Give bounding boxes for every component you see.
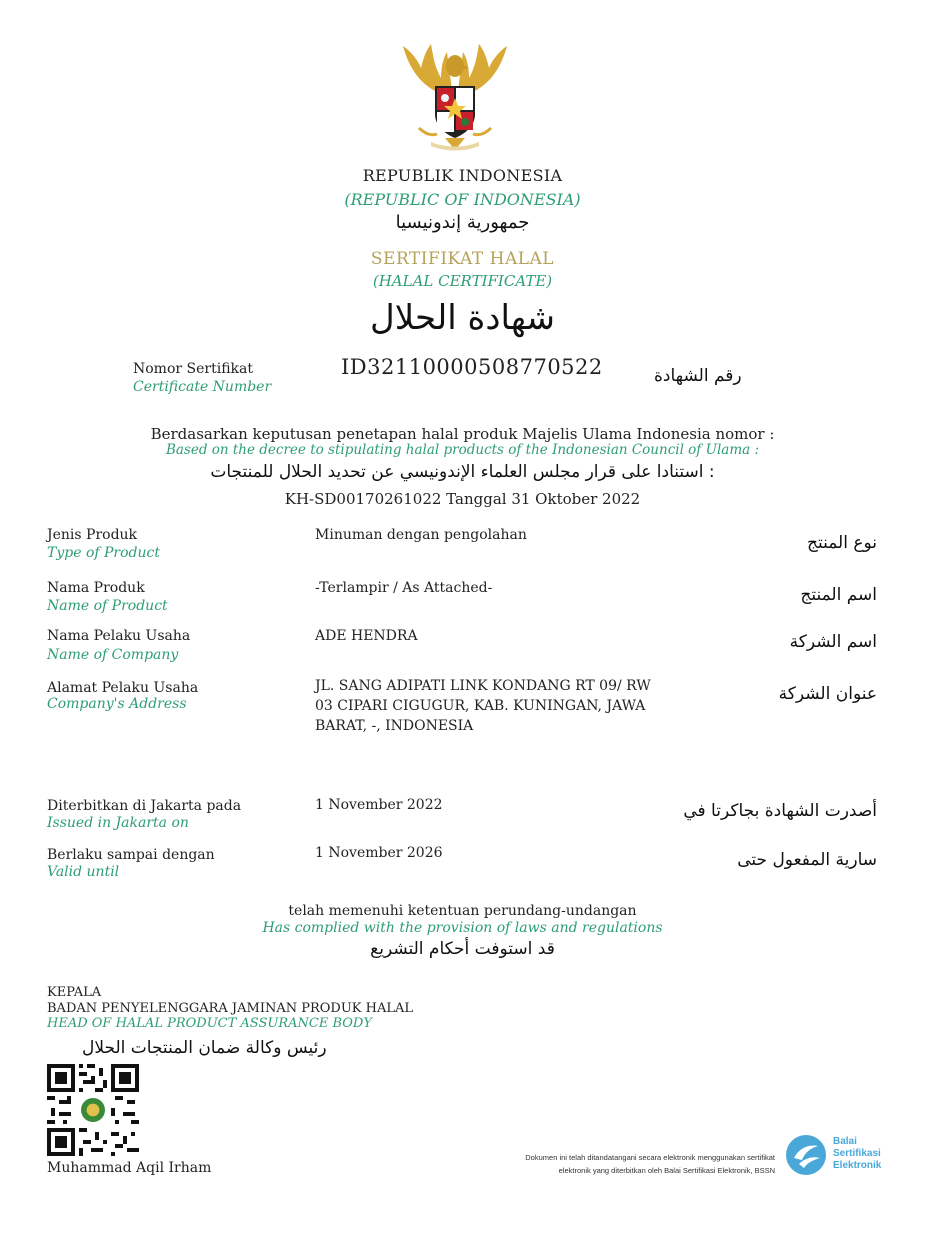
company-address-line3: BARAT, -, INDONESIA	[315, 718, 474, 734]
issued-label: Diterbitkan di Jakarta pada	[47, 798, 242, 814]
compliance-text: telah memenuhi ketentuan perundang-undangan	[288, 903, 637, 919]
compliance-text-en: Has complied with the provision of laws and regulations	[262, 920, 663, 936]
valid-label: Berlaku sampai dengan	[47, 847, 215, 863]
issued-label-en: Issued in Jakarta on	[47, 815, 189, 831]
product-type-value: Minuman dengan pengolahan	[315, 527, 527, 543]
country-title: REPUBLIK INDONESIA	[362, 166, 563, 185]
signatory-name: Muhammad Aqil Irham	[47, 1160, 212, 1176]
company-name-label-ar: اسم الشركة	[789, 632, 877, 652]
certificate-number-label-en: Certificate Number	[133, 379, 272, 395]
country-title-en: (REPUBLIC OF INDONESIA)	[344, 190, 581, 209]
bsre-text-1: Balai	[833, 1136, 857, 1147]
product-type-label: Jenis Produk	[47, 527, 138, 543]
qr-code-icon	[47, 1064, 139, 1156]
company-address-label-ar: عنوان الشركة	[778, 684, 877, 704]
signatory-title-1: KEPALA	[47, 985, 102, 1000]
certificate-title: SERTIFIKAT HALAL	[370, 249, 555, 269]
valid-value: 1 November 2026	[315, 845, 443, 861]
decree-text: Berdasarkan keputusan penetapan halal produk Majelis Ulama Indonesia nomor :	[150, 425, 775, 443]
bsre-text-3: Elektronik	[833, 1160, 882, 1171]
decree-text-ar: استنادا على قرار مجلس العلماء الإندونيسي عن تحديد الحلال للمنتجات :	[210, 462, 715, 482]
product-name-label: Nama Produk	[47, 580, 145, 596]
company-address-label-en: Company's Address	[47, 696, 187, 712]
company-address-line1: JL. SANG ADIPATI LINK KONDANG RT 09/ RW	[315, 678, 651, 694]
decree-number-date: KH-SD00170261022 Tanggal 31 Oktober 2022	[284, 490, 641, 508]
company-address-label: Alamat Pelaku Usaha	[47, 680, 199, 696]
garuda-emblem-icon	[395, 38, 515, 153]
signatory-title-ar: رئيس وكالة ضمان المنتجات الحلال	[82, 1038, 327, 1058]
product-name-label-ar: اسم المنتج	[800, 585, 877, 605]
certificate-number-label-ar: رقم الشهادة	[654, 366, 742, 386]
signatory-title-en: HEAD OF HALAL PRODUCT ASSURANCE BODY	[47, 1016, 372, 1031]
signatory-title-2: BADAN PENYELENGGARA JAMINAN PRODUK HALAL	[47, 1001, 414, 1016]
company-address-line2: 03 CIPARI CIGUGUR, KAB. KUNINGAN, JAWA	[315, 698, 646, 714]
bsre-logo	[785, 1134, 905, 1176]
product-name-value: -Terlampir / As Attached-	[315, 580, 493, 596]
company-name-value: ADE HENDRA	[315, 628, 418, 644]
e-signature-note-line2: elektronik yang diterbitkan oleh Balai Sertifikasi Elektronik, BSSN	[558, 1166, 775, 1175]
valid-label-en: Valid until	[47, 864, 120, 880]
valid-label-ar: سارية المفعول حتى	[737, 850, 877, 870]
certificate-number-label: Nomor Sertifikat	[133, 361, 253, 377]
certificate-title-en: (HALAL CERTIFICATE)	[372, 272, 553, 290]
bsre-logo-icon	[785, 1134, 827, 1176]
product-type-label-en: Type of Product	[47, 545, 160, 561]
compliance-text-ar: قد استوفت أحكام التشريع	[370, 939, 555, 959]
country-title-ar: جمهورية إندونيسيا	[395, 212, 530, 233]
product-name-label-en: Name of Product	[47, 598, 168, 614]
e-signature-note-line1: Dokumen ini telah ditandatangani secara elektronik menggunakan sertifikat	[525, 1153, 775, 1162]
company-name-label: Nama Pelaku Usaha	[47, 628, 191, 644]
issued-value: 1 November 2022	[315, 797, 443, 813]
certificate-title-ar: شهادة الحلال	[369, 298, 556, 338]
company-name-label-en: Name of Company	[47, 647, 179, 663]
product-type-label-ar: نوع المنتج	[806, 533, 877, 553]
bsre-text-2: Sertifikasi	[833, 1148, 881, 1159]
issued-label-ar: أصدرت الشهادة بجاكرتا في	[683, 801, 877, 821]
decree-text-en: Based on the decree to stipulating halal products of the Indonesian Council of Ulama :	[165, 442, 760, 458]
certificate-number: ID32110000508770522	[341, 355, 603, 379]
